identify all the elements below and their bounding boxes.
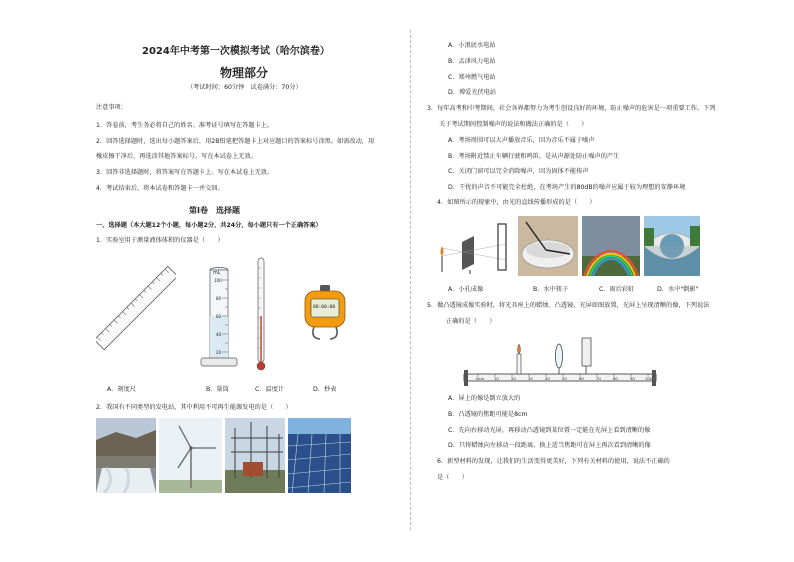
question-1-stem: 1．实验室用于测量液体体积的仪器是（ ） [96, 237, 224, 244]
q4-option-b: B．水中筷子 [533, 286, 569, 293]
note-item: 橡皮擦干净后，再选涂其他答案标号。写在本试卷上无效。 [96, 153, 257, 160]
pinhole-imaging-image [436, 216, 514, 276]
scale-label: 10 [494, 376, 499, 381]
note-item: 3．回答非选择题时，将答案写在答题卡上。写在本试卷上无效。 [96, 169, 274, 176]
question-5-stem-cont: 正确的是（ ） [446, 318, 496, 325]
q1-option-a: A．刻度尺 [107, 386, 136, 393]
scale-label: 90 [630, 376, 635, 381]
cylinder-tick-label: 20 [216, 350, 222, 355]
scale-label: 20 [511, 376, 516, 381]
hydro-station-photo [96, 418, 156, 493]
cylinder-tick-label: 40 [216, 332, 222, 337]
question-2-stem: 2．我国有不同类型的发电站，其中利用不可再生能源发电的是（ ） [96, 404, 292, 411]
scale-label: 70 [596, 376, 601, 381]
q5-option-c: C．先向右移动光屏，再移动凸透镜到某位置一定能在光屏上看到清晰的像 [448, 427, 651, 434]
note-item: 1．答卷前，考生务必将自己的姓名、准考证号填写在答题卡上。 [96, 122, 274, 129]
stopwatch-reading: 00:00:00 [313, 305, 336, 310]
question-4-stem: 4．如图所示的现象中，由光的直线传播形成的是（ ） [437, 199, 596, 206]
thermometer-image [254, 256, 268, 374]
section-title: 第Ⅰ卷 选择题 [189, 206, 240, 215]
q2-option-d: D．博爱光伏电站 [448, 89, 497, 96]
optical-bench-diagram [462, 334, 658, 388]
q3-option-c: C．关闭门窗可以完全消除噪声，因为固体不能传声 [448, 168, 589, 175]
q3-option-b: B．考场附近禁止车辆行驶和鸣笛，是从声源处防止噪声的产生 [448, 153, 620, 160]
exam-title: 2024年中考第一次模拟考试（哈尔滨卷） [142, 46, 330, 57]
question-6-stem-cont: 是（ ） [437, 474, 468, 481]
q4-option-d: D．水中"倒影" [657, 286, 699, 293]
q1-option-d: D．秒表 [313, 386, 337, 393]
q4-option-a: A．小孔成像 [448, 286, 484, 293]
q4-option-c: C．雨后彩虹 [599, 286, 635, 293]
question-6-stem: 6．新型材料的发现，让我们的生活变得更美好，下列有关材料的使用，说法不正确的 [437, 458, 670, 465]
cylinder-unit-label: mL [213, 271, 221, 276]
q2-option-c: C．郑州燃气电站 [448, 74, 496, 81]
solar-power-station-photo [288, 418, 351, 493]
scale-label: 50 [562, 376, 567, 381]
q1-option-c: C．温度计 [255, 386, 285, 393]
chopsticks-in-water-image [518, 216, 578, 276]
wind-turbine-photo [159, 418, 222, 493]
question-3-stem-cont: 关于考试期间控制噪声的说法和做法正确的是（ ） [439, 121, 588, 128]
q1-option-b: B．量筒 [206, 386, 229, 393]
gas-power-station-photo [225, 418, 285, 493]
scale-label: 100 [645, 376, 653, 381]
q3-option-d: D．干扰的声音不可能完全杜绝，在考场产生的80dB的噪声应属于较为理想的安静环境 [448, 184, 686, 191]
q2-option-a: A．小浪底水电站 [448, 42, 496, 49]
cylinder-tick-label: 100 [214, 278, 222, 283]
q3-option-a: A．考场周围可以大声播放音乐，因为音乐不属于噪声 [448, 137, 595, 144]
question-5-stem: 5．做凸透镜成像实验时，将光具座上的蜡烛、凸透镜、光屏如图放置，光屏上呈现清晰的像，下列说法 [427, 302, 710, 309]
scale-label: 0cm [476, 376, 485, 381]
q5-option-a: A．屏上的像是倒立放大的 [448, 395, 521, 402]
note-item: 2．回答选择题时，选出每小题答案后，用2B铅笔把答题卡上对应题目的答案标号涂黑。如需改动，用 [96, 138, 375, 145]
scale-label: 80 [613, 376, 618, 381]
note-item: 4．考试结束后，将本试卷和答题卡一并交回。 [96, 185, 224, 192]
exam-subtitle: 物理部分 [220, 66, 269, 80]
cylinder-tick-label: 60 [216, 314, 222, 319]
rainbow-image [582, 216, 640, 276]
question-3-stem: 3．每年高考和中考期间，社会各界都努力为考生创设良好的环境，防止噪声的危害是一项重要工作。下列 [427, 105, 716, 112]
cylinder-tick-label: 80 [216, 296, 222, 301]
water-reflection-image [644, 216, 700, 276]
scale-label: 40 [545, 376, 550, 381]
scale-label: 60 [579, 376, 584, 381]
stopwatch-image [300, 284, 350, 344]
scale-label: 30 [528, 376, 533, 381]
notes-heading: 注意事项： [96, 104, 127, 111]
section-instruction: 一、选择题（本大题12个小题，每小题2分，共24分，每小题只有一个正确答案） [96, 222, 322, 229]
q5-option-d: D．只将蜡烛向左移动一段距离，换上适当焦距可在屏上再次看到清晰的像 [448, 442, 651, 449]
ruler-image [96, 262, 176, 354]
column-divider [410, 30, 411, 530]
exam-info: （考试时间：60分钟 试卷满分：70分） [187, 84, 302, 91]
q5-option-b: B．凸透镜的焦距可能是8cm [448, 411, 528, 418]
q2-option-b: B．孟津风力电站 [448, 58, 496, 65]
